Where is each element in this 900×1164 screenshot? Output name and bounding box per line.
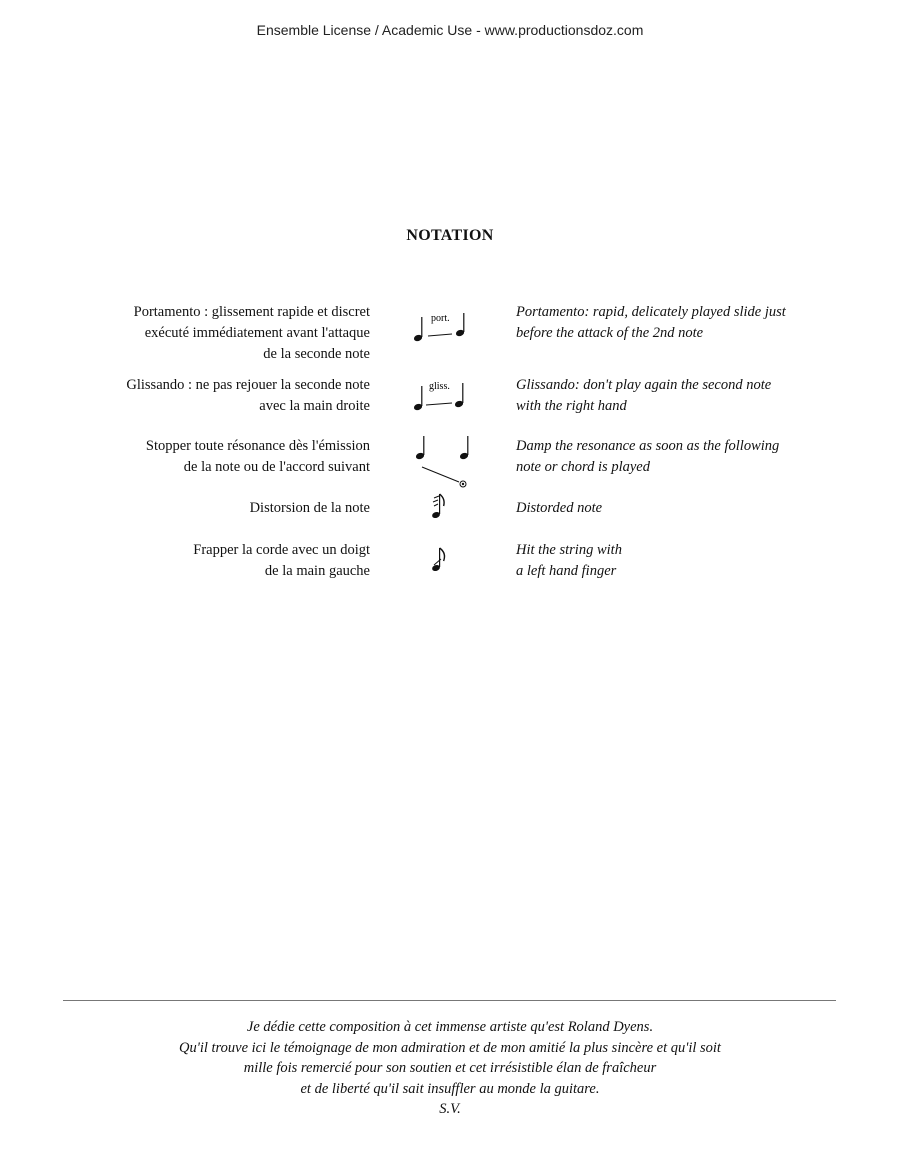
divider bbox=[63, 1000, 836, 1001]
signature-initials: S.V. bbox=[439, 1101, 461, 1117]
portamento-notation-icon bbox=[404, 304, 484, 364]
english-description: Hit the string with a left hand finger bbox=[516, 542, 622, 579]
french-description: Frapper la corde avec un doigt de la main gauche bbox=[193, 542, 370, 579]
french-description: Portamento : glissement rapide et discret exécuté immédiatement avant l'attaque de la seconde note bbox=[133, 304, 370, 362]
page-title: NOTATION bbox=[406, 227, 494, 244]
french-description: Distorsion de la note bbox=[249, 500, 370, 516]
dedication: Je dédie cette composition à cet immense artiste qu'est Roland Dyens. Qu'il trouve ici le témoignage de mon admiration et de mon amitié la plus sincère et qu'il soit mille fois remercié pour son soutien et cet irrésistible élan de fraîcheur et de liberté qu'il sait insuffler au monde la guitare. S.V. bbox=[0, 1017, 900, 1120]
left-hand-hit-icon bbox=[404, 542, 484, 602]
english-description: Portamento: rapid, delicately played slide just before the attack of the 2nd note bbox=[516, 304, 786, 341]
symbol-label: port. bbox=[431, 313, 450, 324]
distorted-note-icon bbox=[404, 488, 484, 548]
french-description: Glissando : ne pas rejouer la seconde note avec la main droite bbox=[126, 377, 370, 414]
english-description: Glissando: don't play again the second note with the right hand bbox=[516, 377, 772, 414]
french-description: Stopper toute résonance dès l'émission de la note ou de l'accord suivant bbox=[145, 438, 370, 475]
damp-notation-icon bbox=[404, 432, 484, 492]
symbol-label: gliss. bbox=[429, 381, 450, 392]
glissando-notation-icon bbox=[404, 375, 484, 435]
english-description: Distorded note bbox=[516, 500, 603, 516]
license-header: Ensemble License / Academic Use - www.productionsdoz.com bbox=[256, 22, 644, 38]
english-description: Damp the resonance as soon as the following note or chord is played bbox=[516, 438, 780, 475]
